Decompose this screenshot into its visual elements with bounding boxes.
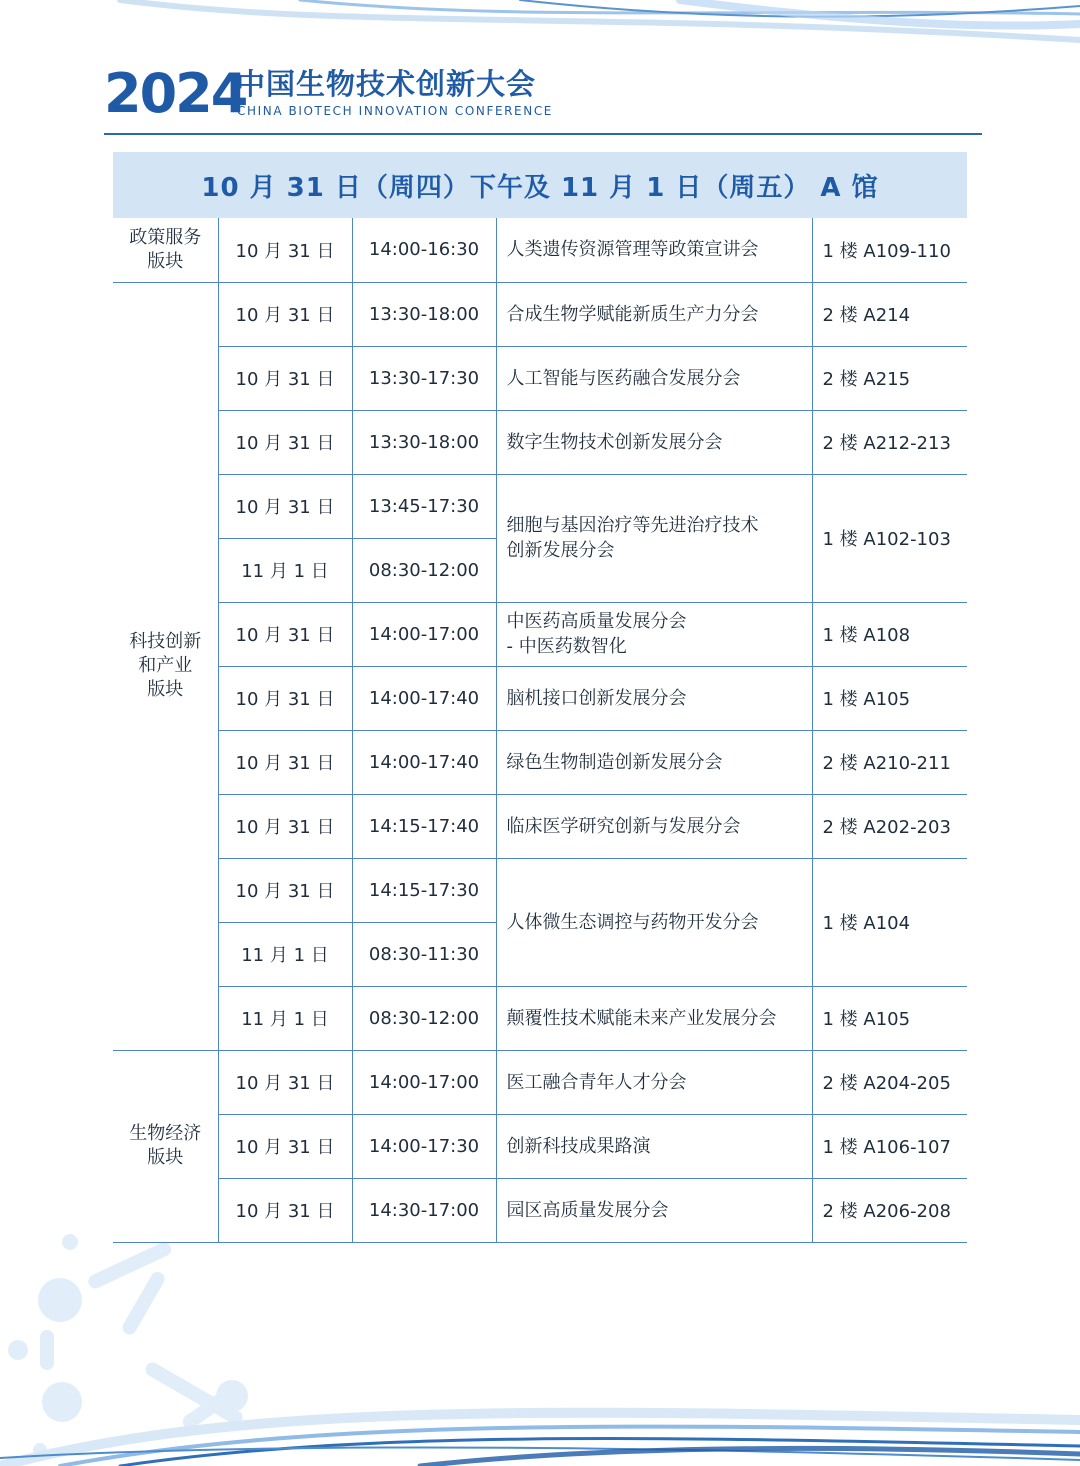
section-category: 生物经济 版块	[113, 1050, 218, 1242]
session-date: 10 月 31 日	[218, 602, 352, 666]
session-name: 创新科技成果路演	[496, 1114, 812, 1178]
table-row	[113, 986, 967, 1050]
session-date: 11 月 1 日	[218, 922, 352, 986]
table-row	[113, 794, 967, 858]
session-date: 10 月 31 日	[218, 474, 352, 538]
table-row	[113, 666, 967, 730]
session-time: 08:30-11:30	[352, 922, 496, 986]
schedule-table	[113, 218, 967, 1243]
molecule-decoration	[8, 1234, 248, 1457]
session-date: 11 月 1 日	[218, 538, 352, 602]
session-location: 2 楼 A212-213	[812, 410, 967, 474]
session-location: 2 楼 A214	[812, 282, 967, 346]
session-time: 14:00-17:00	[352, 1050, 496, 1114]
table-row	[113, 602, 967, 666]
section-category: 政策服务 版块	[113, 218, 218, 282]
session-date: 10 月 31 日	[218, 1114, 352, 1178]
session-date: 10 月 31 日	[218, 218, 352, 282]
session-location: 2 楼 A204-205	[812, 1050, 967, 1114]
session-name: 颠覆性技术赋能未来产业发展分会	[496, 986, 812, 1050]
schedule-banner	[113, 152, 967, 218]
table-row	[113, 730, 967, 794]
session-time: 13:45-17:30	[352, 474, 496, 538]
session-time: 14:00-17:00	[352, 602, 496, 666]
session-name: 人类遗传资源管理等政策宣讲会	[496, 218, 812, 282]
session-time: 14:00-17:40	[352, 666, 496, 730]
session-name: 人体微生态调控与药物开发分会	[496, 858, 812, 986]
session-time: 14:00-16:30	[352, 218, 496, 282]
session-time: 13:30-18:00	[352, 410, 496, 474]
bottom-wave-decoration	[0, 1413, 1080, 1466]
table-row	[113, 858, 967, 922]
table-row	[113, 474, 967, 538]
session-location: 1 楼 A104	[812, 858, 967, 986]
session-location: 2 楼 A206-208	[812, 1178, 967, 1242]
conference-year: 2024	[104, 62, 247, 125]
session-name: 合成生物学赋能新质生产力分会	[496, 282, 812, 346]
session-location: 2 楼 A202-203	[812, 794, 967, 858]
header-divider	[104, 133, 982, 135]
session-name: 医工融合青年人才分会	[496, 1050, 812, 1114]
session-name: 脑机接口创新发展分会	[496, 666, 812, 730]
table-row	[113, 346, 967, 410]
session-date: 10 月 31 日	[218, 1178, 352, 1242]
session-location: 1 楼 A102-103	[812, 474, 967, 602]
table-row	[113, 282, 967, 346]
session-date: 11 月 1 日	[218, 986, 352, 1050]
session-time: 14:15-17:40	[352, 794, 496, 858]
session-date: 10 月 31 日	[218, 858, 352, 922]
table-row	[113, 1114, 967, 1178]
table-row	[113, 1050, 967, 1114]
conference-title-cn: 中国生物技术创新大会	[236, 67, 537, 101]
session-location: 1 楼 A105	[812, 666, 967, 730]
session-date: 10 月 31 日	[218, 1050, 352, 1114]
session-time: 14:00-17:30	[352, 1114, 496, 1178]
session-time: 14:15-17:30	[352, 858, 496, 922]
session-name: 人工智能与医药融合发展分会	[496, 346, 812, 410]
session-date: 10 月 31 日	[218, 666, 352, 730]
session-time: 13:30-18:00	[352, 282, 496, 346]
section-category: 科技创新 和产业 版块	[113, 282, 218, 1050]
table-row	[113, 218, 967, 282]
session-date: 10 月 31 日	[218, 410, 352, 474]
session-location: 1 楼 A108	[812, 602, 967, 666]
schedule-table-body	[113, 218, 967, 1242]
session-time: 13:30-17:30	[352, 346, 496, 410]
conference-title-en: CHINA BIOTECH INNOVATION CONFERENCE	[237, 104, 553, 118]
session-time: 08:30-12:00	[352, 538, 496, 602]
session-location: 1 楼 A106-107	[812, 1114, 967, 1178]
session-date: 10 月 31 日	[218, 794, 352, 858]
table-row	[113, 410, 967, 474]
session-location: 2 楼 A210-211	[812, 730, 967, 794]
session-location: 1 楼 A105	[812, 986, 967, 1050]
session-date: 10 月 31 日	[218, 346, 352, 410]
session-time: 14:30-17:00	[352, 1178, 496, 1242]
session-date: 10 月 31 日	[218, 730, 352, 794]
session-name: 园区高质量发展分会	[496, 1178, 812, 1242]
session-time: 08:30-12:00	[352, 986, 496, 1050]
table-row	[113, 1178, 967, 1242]
schedule-banner-text: 10 月 31 日（周四）下午及 11 月 1 日（周五） A 馆	[201, 172, 879, 203]
session-name: 绿色生物制造创新发展分会	[496, 730, 812, 794]
session-name: 细胞与基因治疗等先进治疗技术 创新发展分会	[496, 474, 812, 602]
conference-header	[104, 64, 984, 124]
top-wave-decoration	[120, 0, 1080, 40]
session-location: 1 楼 A109-110	[812, 218, 967, 282]
session-name: 临床医学研究创新与发展分会	[496, 794, 812, 858]
session-date: 10 月 31 日	[218, 282, 352, 346]
session-location: 2 楼 A215	[812, 346, 967, 410]
session-time: 14:00-17:40	[352, 730, 496, 794]
session-name: 中医药高质量发展分会 - 中医药数智化	[496, 602, 812, 666]
session-name: 数字生物技术创新发展分会	[496, 410, 812, 474]
